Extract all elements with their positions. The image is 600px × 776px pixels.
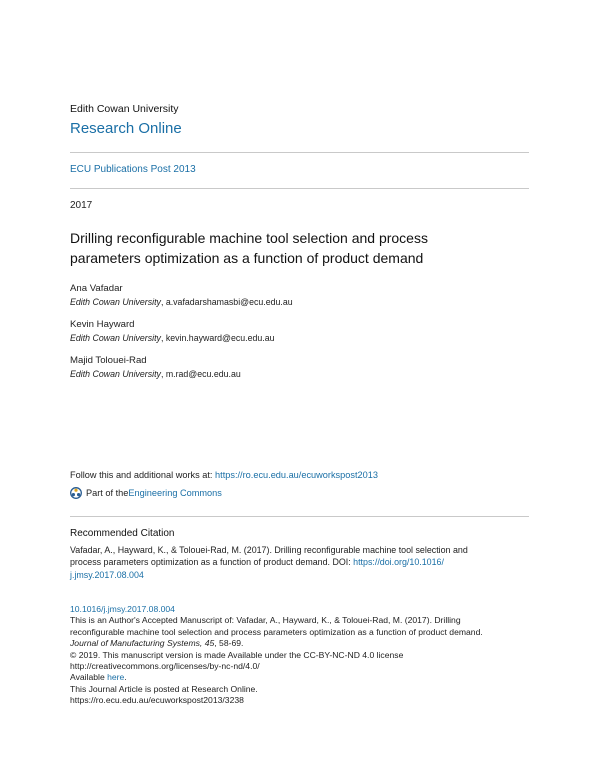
divider [70,516,529,517]
doi-note-link[interactable]: 10.1016/j.jmsy.2017.08.004 [70,604,175,614]
divider [70,152,529,153]
author-name: Majid Tolouei-Rad [70,355,147,366]
author-affiliation [70,369,529,379]
article-title [70,228,428,268]
citation-line [70,569,468,581]
journal-name: Journal of Manufacturing Systems, 45 [70,638,215,649]
citation-heading: Recommended Citation [70,528,175,539]
part-of-line [70,487,222,499]
available-suffix: . [124,672,127,683]
author-email: , m.rad@ecu.edu.au [160,369,241,379]
article-url: https://ro.ecu.edu.au/ecuworkspost2013/3238 [70,695,244,706]
divider [70,188,529,189]
author-affiliation [70,297,529,307]
posted-line: This Journal Article is posted at Research Online. [70,683,258,694]
note-line: reconfigurable machine tool selection and process parameters optimization as a function of product demand. [70,626,483,637]
journal-pages: , 58-69. [214,638,244,649]
doi-link-continued[interactable]: j.jmsy.2017.08.004 [70,569,144,580]
doi-link[interactable]: https://doi.org/10.1016/ [353,557,444,568]
citation-line [70,556,468,568]
repository-link[interactable]: Research Online [70,120,182,137]
author-entry [70,283,529,319]
author-entry [70,319,529,355]
available-here-link[interactable]: here [107,672,125,683]
follow-prefix: Follow this and additional works at: [70,470,216,480]
author-entry [70,355,529,391]
author-name: Kevin Hayward [70,319,135,330]
author-affiliation [70,333,529,343]
affiliation-name: Edith Cowan University [70,333,161,343]
collection-url-link[interactable]: https://ro.ecu.edu.au/ecuworkspost2013 [215,470,378,480]
follow-line [70,470,378,480]
author-email: , kevin.hayward@ecu.edu.au [160,333,275,343]
collection-link[interactable]: ECU Publications Post 2013 [70,164,196,175]
part-of-prefix: Part of the [86,488,129,498]
available-prefix: Available [70,672,108,683]
author-block [70,283,529,391]
citation-text [70,544,468,581]
license-line: © 2019. This manuscript version is made Available under the CC-BY-NC-ND 4.0 license [70,649,404,660]
network-icon [70,487,82,499]
title-line: parameters optimization as a function of product demand [70,250,424,266]
affiliation-name: Edith Cowan University [70,369,161,379]
license-url: http://creativecommons.org/licenses/by-nc-nd/4.0/ [70,661,260,672]
note-line: This is an Author's Accepted Manuscript of: Vafadar, A., Hayward, K., & Tolouei-Rad, M. (2017). Drilling [70,615,461,626]
institution-name: Edith Cowan University [70,103,179,115]
manuscript-notes [70,604,483,707]
title-line: Drilling reconfigurable machine tool selection and process [70,230,428,246]
affiliation-name: Edith Cowan University [70,297,161,307]
author-name: Ana Vafadar [70,283,123,294]
publication-year: 2017 [70,200,93,211]
citation-line-text: process parameters optimization as a function of product demand. DOI: [70,557,354,568]
author-email: , a.vafadarshamasbi@ecu.edu.au [160,297,293,307]
journal-line [70,638,483,649]
available-line [70,672,483,683]
citation-line: Vafadar, A., Hayward, K., & Tolouei-Rad, M. (2017). Drilling reconfigurable machine tool selection and [70,545,468,555]
engineering-commons-link[interactable]: Engineering Commons [128,488,222,498]
